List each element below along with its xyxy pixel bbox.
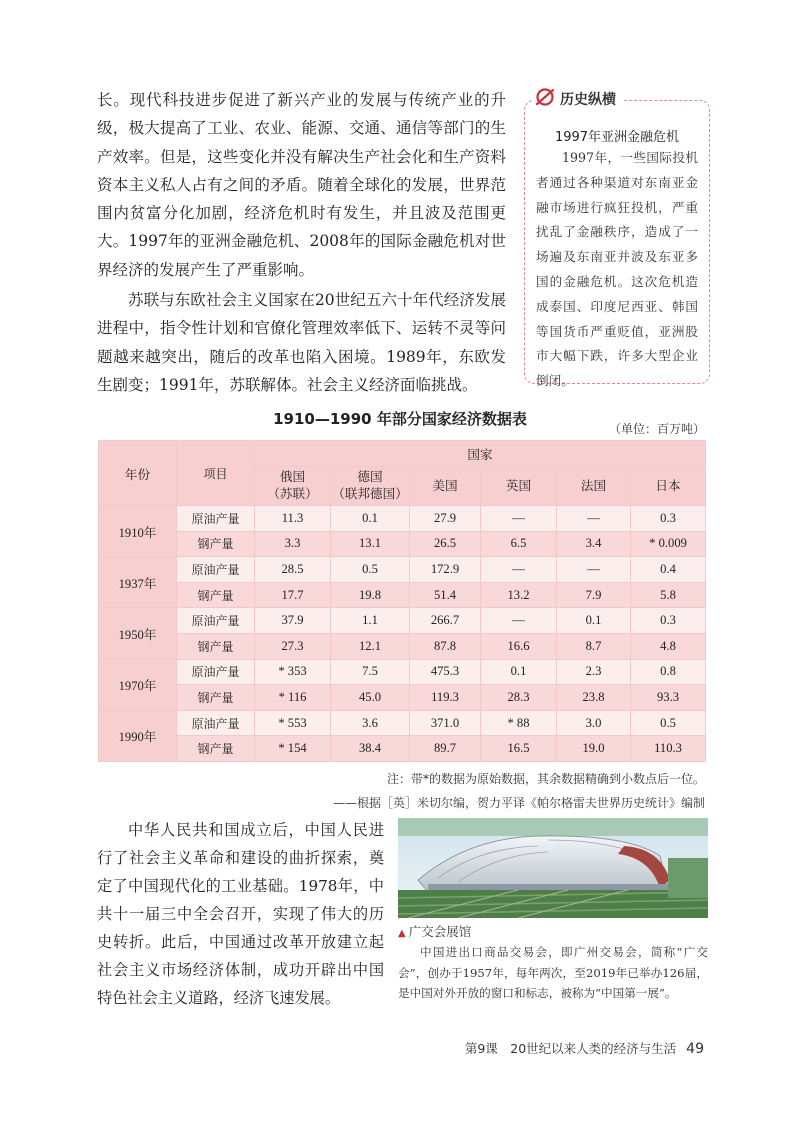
item-cell: 原油产量 [177, 506, 255, 532]
sidebar-label: 历史纵横 [560, 92, 616, 108]
sidebar-title: 1997年亚洲金融危机 [554, 130, 680, 145]
item-cell: 原油产量 [177, 608, 255, 634]
photo-caption-body: 中国进出口商品交易会，即广州交易会，简称“广交会”，创办于1957年，每年两次，至2019年已举办126届，是中国对外开放的窗口和标志，被称为“中国第一展”。 [398, 945, 708, 1000]
value-cell: 3.3 [255, 531, 331, 557]
value-cell: 89.7 [410, 736, 481, 762]
value-cell: — [557, 557, 631, 583]
value-cell: * 0.009 [631, 531, 706, 557]
item-cell: 钢产量 [177, 582, 255, 608]
header-japan: 日本 [631, 467, 706, 506]
table-row [99, 557, 706, 583]
table-row [99, 685, 706, 711]
table-unit: （单位：百万吨） [608, 422, 705, 436]
value-cell: 0.5 [631, 710, 706, 736]
value-cell: 3.0 [557, 710, 631, 736]
value-cell: — [481, 506, 557, 532]
table-row [99, 710, 706, 736]
table-row [99, 582, 706, 608]
value-cell: 87.8 [410, 633, 481, 659]
item-cell: 原油产量 [177, 710, 255, 736]
value-cell: 7.5 [331, 659, 410, 685]
table-row [99, 608, 706, 634]
canton-fair-photo [398, 818, 708, 918]
main-paragraph-3: 中华人民共和国成立后，中国人民进行了社会主义革命和建设的曲折探索，奠定了中国现代化的工业基础。1978年，中共十一届三中全会召开，实现了伟大的历史转折。此后，中国通过改革开放建立起社会主义市场经济体制，成功开辟出中国特色社会主义道路，经济飞速发展。 [97, 821, 384, 1007]
table-row [99, 659, 706, 685]
value-cell: 16.5 [481, 736, 557, 762]
header-year: 年份 [99, 441, 177, 506]
value-cell: 0.4 [631, 557, 706, 583]
table-note: 注：带*的数据为原始数据，其余数据精确到小数点后一位。 [386, 772, 705, 786]
value-cell: 475.3 [410, 659, 481, 685]
triangle-icon: ▲ [398, 928, 406, 939]
economic-data-table [98, 440, 706, 762]
header-usa: 美国 [410, 467, 481, 506]
item-cell: 钢产量 [177, 736, 255, 762]
value-cell: 0.1 [481, 659, 557, 685]
year-cell: 1937年 [99, 557, 177, 608]
value-cell: 3.6 [331, 710, 410, 736]
header-item: 项目 [177, 441, 255, 506]
value-cell: — [557, 506, 631, 532]
table-row [99, 531, 706, 557]
item-cell: 原油产量 [177, 659, 255, 685]
value-cell: 23.8 [557, 685, 631, 711]
value-cell: 6.5 [481, 531, 557, 557]
value-cell: 0.1 [331, 506, 410, 532]
table-source: ——根据［英］米切尔编，贺力平译《帕尔格雷夫世界历史统计》编制 [332, 796, 705, 810]
lesson-title: 第9课 20世纪以来人类的经济与生活 [464, 1041, 677, 1056]
year-cell: 1950年 [99, 608, 177, 659]
value-cell: 8.7 [557, 633, 631, 659]
item-cell: 钢产量 [177, 531, 255, 557]
history-logo-icon [534, 87, 556, 111]
item-cell: 原油产量 [177, 557, 255, 583]
value-cell: 27.3 [255, 633, 331, 659]
page-number: 49 [686, 1041, 704, 1057]
value-cell: 3.4 [557, 531, 631, 557]
value-cell: * 116 [255, 685, 331, 711]
value-cell: 11.3 [255, 506, 331, 532]
main-paragraph-1: 长。现代科技进步促进了新兴产业的发展与传统产业的升级，极大提高了工业、农业、能源、交通、通信等部门的生产效率。但是，这些变化并没有解决生产社会化和生产资料资本主义私人占有之间的矛盾。随着全球化的发展，世界范围内贫富分化加剧，经济危机时有发生，并且波及范围更大。1997年的亚洲金融危机、2008年的国际金融危机对世界经济的发展产生了严重影响。 [97, 91, 506, 279]
value-cell: 13.1 [331, 531, 410, 557]
value-cell: 45.0 [331, 685, 410, 711]
value-cell: 93.3 [631, 685, 706, 711]
year-cell: 1910年 [99, 506, 177, 557]
value-cell: 28.3 [481, 685, 557, 711]
sidebar-body: 1997年，一些国际投机者通过各种渠道对东南亚金融市场进行疯狂投机，严重扰乱了金融秩序，造成了一场遍及东南亚并波及东亚多国的金融危机。这次危机造成泰国、印度尼西亚、韩国等国货币严重贬值，亚洲股市大幅下跌，许多大型企业倒闭。 [536, 150, 698, 389]
value-cell: * 353 [255, 659, 331, 685]
sidebar-tab [532, 87, 622, 111]
value-cell: 51.4 [410, 582, 481, 608]
value-cell: 0.1 [557, 608, 631, 634]
header-russia: 俄国 （苏联） [255, 467, 331, 506]
table-row [99, 506, 706, 532]
value-cell: 2.3 [557, 659, 631, 685]
value-cell: — [481, 608, 557, 634]
header-country-group: 国家 [255, 441, 706, 467]
page-footer [465, 1039, 704, 1057]
year-cell: 1990年 [99, 710, 177, 761]
value-cell: * 553 [255, 710, 331, 736]
value-cell: 0.8 [631, 659, 706, 685]
value-cell: — [481, 557, 557, 583]
value-cell: 172.9 [410, 557, 481, 583]
year-cell: 1970年 [99, 659, 177, 710]
photo-caption-title: ▲ 广交会展馆 [398, 924, 472, 939]
value-cell: 1.1 [331, 608, 410, 634]
value-cell: 19.8 [331, 582, 410, 608]
main-paragraph-2: 苏联与东欧社会主义国家在20世纪五六十年代经济发展进程中，指令性计划和官僚化管理效率低下、运转不灵等问题越来越突出，随后的改革也陷入困境。1989年，东欧发生剧变；1991年，苏联解体。社会主义经济面临挑战。 [97, 291, 506, 394]
value-cell: 16.6 [481, 633, 557, 659]
value-cell: 26.5 [410, 531, 481, 557]
value-cell: 5.8 [631, 582, 706, 608]
value-cell: 266.7 [410, 608, 481, 634]
value-cell: 27.9 [410, 506, 481, 532]
value-cell: 28.5 [255, 557, 331, 583]
item-cell: 钢产量 [177, 633, 255, 659]
value-cell: 19.0 [557, 736, 631, 762]
value-cell: 119.3 [410, 685, 481, 711]
value-cell: 37.9 [255, 608, 331, 634]
value-cell: 0.3 [631, 506, 706, 532]
header-uk: 英国 [481, 467, 557, 506]
value-cell: 110.3 [631, 736, 706, 762]
value-cell: 17.7 [255, 582, 331, 608]
value-cell: * 88 [481, 710, 557, 736]
value-cell: 0.5 [331, 557, 410, 583]
table-title: 1910—1990 年部分国家经济数据表 [273, 410, 527, 428]
value-cell: 371.0 [410, 710, 481, 736]
value-cell: 38.4 [331, 736, 410, 762]
item-cell: 钢产量 [177, 685, 255, 711]
value-cell: 13.2 [481, 582, 557, 608]
value-cell: 0.3 [631, 608, 706, 634]
value-cell: 12.1 [331, 633, 410, 659]
value-cell: * 154 [255, 736, 331, 762]
value-cell: 4.8 [631, 633, 706, 659]
value-cell: 7.9 [557, 582, 631, 608]
table-row [99, 633, 706, 659]
header-germany: 德国 （联邦德国） [331, 467, 410, 506]
header-france: 法国 [557, 467, 631, 506]
table-row [99, 736, 706, 762]
